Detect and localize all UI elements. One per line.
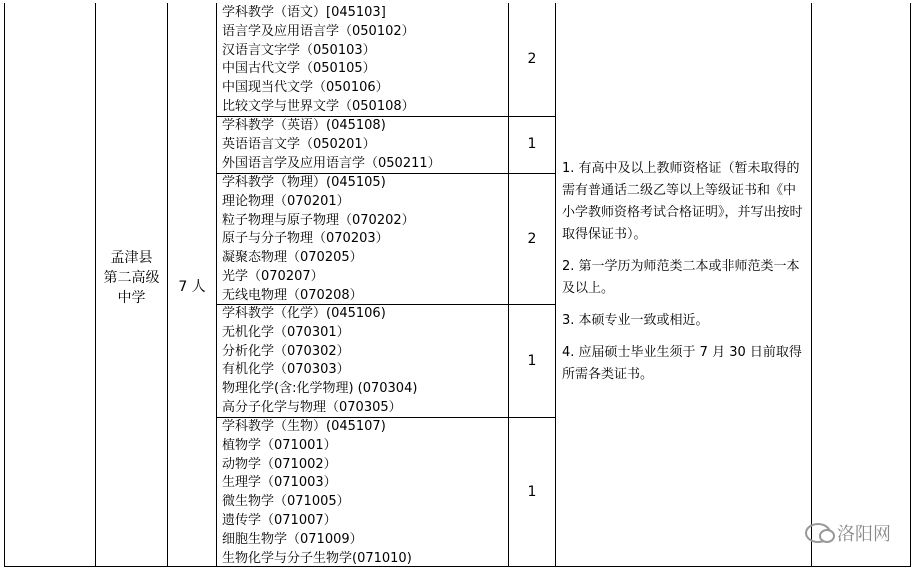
requirement-item: 1. 有高中及以上教师资格证（暂未取得的需有普通话二级乙等以上等级证书和《中小学教师资格考试合格证明》，并写出按时取得保证书）。 (562, 161, 803, 242)
major-line: 学科教学（化学）(045106) (222, 306, 386, 321)
major-line: 生理学（071003） (222, 475, 337, 491)
major-line: 学科教学（生物）(045107) (222, 419, 386, 434)
watermark (805, 520, 891, 546)
table-col-divider (811, 3, 812, 567)
major-line: 高分子化学与物理（070305） (222, 399, 402, 415)
major-line: 微生物学（071005） (222, 494, 350, 510)
major-line: 原子与分子物理（070203） (222, 231, 389, 247)
requirement-item: 2. 第一学历为师范类二本或非师范类一本及以上。 (562, 259, 800, 296)
table-col-divider (555, 3, 556, 567)
major-group-chemistry (222, 305, 417, 418)
major-group-chinese (222, 4, 415, 117)
requirement-item: 4. 应届硕士毕业生须于 7 月 30 日前取得所需各类证书。 (562, 345, 802, 382)
major-line: 英语语言文学（050201） (222, 136, 376, 152)
table-border-left (4, 3, 5, 567)
major-line: 植物学（071001） (222, 437, 337, 453)
major-count: 1 (527, 484, 537, 500)
major-count: 1 (527, 136, 537, 152)
major-group-english (222, 117, 441, 173)
table-border-bottom (4, 566, 911, 567)
major-line: 学科教学（英语）(045108) (222, 118, 386, 133)
major-line: 汉语言文字学（050103） (222, 42, 376, 58)
major-line: 分析化学（070302） (222, 343, 350, 359)
wechat-icon (805, 523, 831, 543)
major-count: 2 (527, 51, 537, 67)
major-line: 学科教学（语文）[045103] (222, 5, 386, 20)
major-line: 无线电物理（070208） (222, 287, 363, 303)
table-col-divider (508, 3, 509, 567)
major-group-physics (222, 174, 415, 306)
major-line: 有机化学（070303） (222, 362, 350, 378)
major-line: 理论物理（070201） (222, 193, 350, 209)
major-line: 光学（070207） (222, 268, 324, 284)
major-line: 遗传学（071007） (222, 512, 337, 528)
major-line: 外国语言学及应用语言学（050211） (222, 155, 441, 171)
requirement-item: 3. 本硕专业一致或相近。 (562, 313, 709, 328)
major-line: 动物学（071002） (222, 456, 337, 472)
table-border-right (910, 3, 911, 567)
major-line: 学科教学（物理）(045105) (222, 175, 386, 190)
requirements-block (562, 158, 807, 396)
headcount: 7 人 (178, 279, 206, 295)
watermark-text: 洛阳网 (837, 524, 891, 545)
major-line: 语言学及应用语言学（050102） (222, 23, 415, 39)
school-name: 孟津县 第二高级 中学 (103, 250, 160, 306)
major-line: 无机化学（070301） (222, 324, 350, 340)
major-line: 生物化学与分子生物学(071010) (222, 550, 412, 566)
major-line: 细胞生物学（071009） (222, 531, 363, 547)
major-line: 粒子物理与原子物理（070202） (222, 212, 415, 228)
table-col-divider (216, 3, 217, 567)
major-line: 凝聚态物理（070205） (222, 250, 363, 266)
major-line: 物理化学(含:化学物理) (070304) (222, 381, 418, 397)
major-count: 1 (527, 353, 537, 369)
major-line: 中国古代文学（050105） (222, 61, 376, 77)
major-line: 中国现当代文学（050106） (222, 80, 389, 96)
major-group-biology (222, 418, 412, 568)
major-count: 2 (527, 231, 537, 247)
major-line: 比较文学与世界文学（050108） (222, 98, 415, 114)
